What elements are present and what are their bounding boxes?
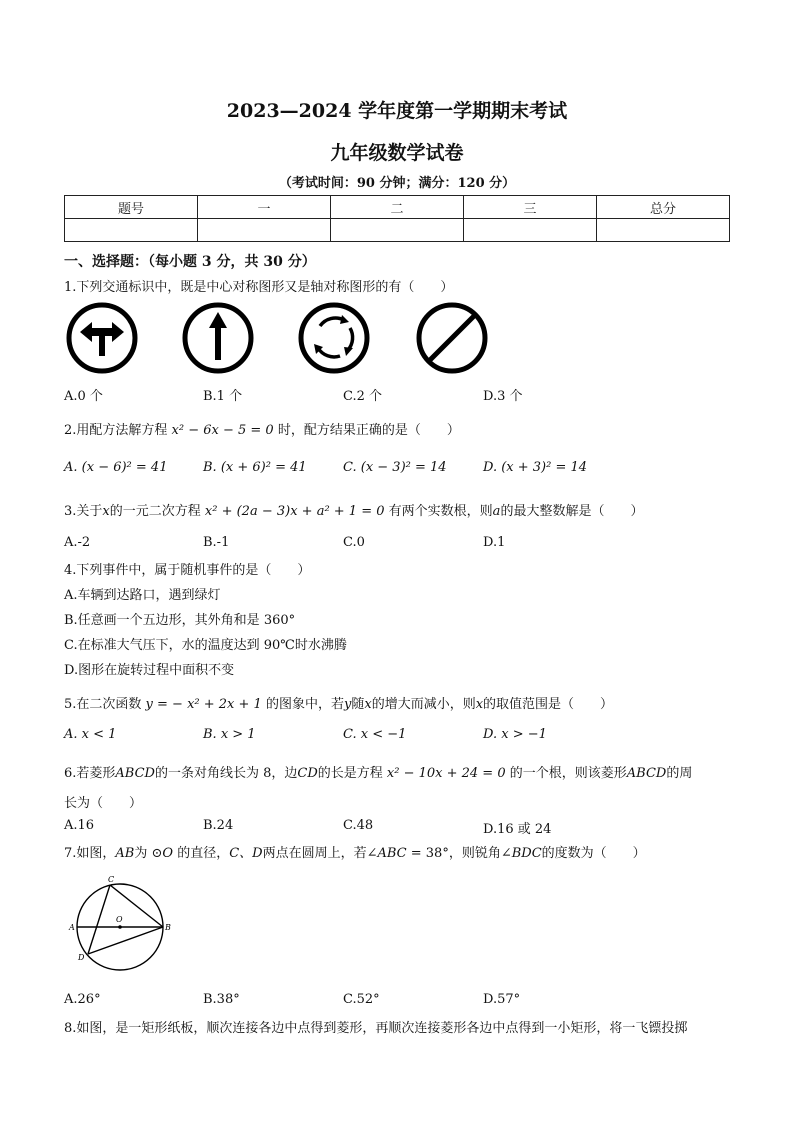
q2-equation: x² − 6x − 5 = 0 — [171, 423, 274, 438]
label-c: C — [108, 875, 115, 884]
q7-stem-a: 7.如图， — [64, 846, 116, 861]
q3-stem-b: 的一元二次方程 — [109, 504, 201, 519]
q3-option-b[interactable]: B.-1 — [203, 535, 230, 550]
question-6-stem-line1 — [64, 762, 692, 781]
exam-subtitle: 九年级数学试卷 — [330, 142, 464, 164]
q6-line1-b: 的一条对角线长为 8，边 — [154, 766, 298, 781]
question-5-stem — [64, 693, 613, 712]
q2-option-c[interactable]: C. (x − 3)² = 14 — [343, 460, 447, 475]
q5-var-y: y — [343, 697, 352, 712]
q7-option-a[interactable]: A.26° — [64, 992, 101, 1007]
q3-var-x: x — [102, 504, 110, 519]
question-8-stem: 8.如图，是一矩形纸板，顺次连接各边中点得到菱形，再顺次连接菱形各边中点得到一小矩形，将一飞镖投掷 — [64, 1021, 688, 1036]
q3-option-d[interactable]: D.1 — [483, 535, 506, 550]
section-heading: 一、选择题：（每小题 3 分，共 30 分） — [64, 254, 316, 270]
q5-stem-c: 随 — [351, 697, 365, 712]
q5-stem-a: 5.在二次函数 — [64, 697, 142, 712]
q3-stem-d: 的最大整数解是（ ） — [500, 504, 644, 519]
roundabout-sign-icon — [296, 300, 372, 376]
q5-option-b[interactable]: B. x > 1 — [203, 727, 256, 742]
score-header-cell: 二 — [331, 196, 464, 219]
score-header-cell: 一 — [198, 196, 331, 219]
score-cell[interactable] — [464, 219, 597, 242]
q5-option-d[interactable]: D. x > −1 — [483, 727, 547, 742]
q6-equation: x² − 10x + 24 = 0 — [386, 766, 506, 781]
q6-option-c[interactable]: C.48 — [343, 818, 374, 833]
q7-bdc: BDC — [511, 846, 542, 861]
q7-o: O — [162, 846, 174, 861]
exam-title: 2023—2024 学年度第一学期期末考试 — [226, 100, 568, 122]
q6-cd: CD — [297, 766, 318, 781]
straight-arrow-sign-icon — [180, 300, 256, 376]
q7-stem-c: 的直径， — [173, 846, 230, 861]
circle-geometry-figure — [66, 872, 178, 976]
score-cell[interactable] — [65, 219, 198, 242]
q7-option-d[interactable]: D.57° — [483, 992, 521, 1007]
q6-abcd-2: ABCD — [626, 766, 667, 781]
q4-option-c[interactable]: C.在标准大气压下，水的温度达到 90℃时水沸腾 — [64, 638, 347, 653]
chord-db — [88, 927, 163, 954]
q5-option-c[interactable]: C. x < −1 — [343, 727, 407, 742]
q2-stem-a: 2.用配方法解方程 — [64, 423, 168, 438]
label-d: D — [78, 953, 85, 962]
question-7-stem — [64, 842, 646, 861]
score-table-blank-row — [65, 219, 730, 242]
q7-ab: AB — [115, 846, 135, 861]
q2-option-b[interactable]: B. (x + 6)² = 41 — [203, 460, 307, 475]
q6-option-b[interactable]: B.24 — [203, 818, 234, 833]
score-header-cell: 三 — [464, 196, 597, 219]
q2-option-a[interactable]: A. (x − 6)² = 41 — [64, 460, 168, 475]
q2-stem-b: 时，配方结果正确的是（ ） — [277, 423, 460, 438]
question-3-stem — [64, 500, 643, 519]
center-dot — [118, 925, 122, 929]
q6-option-a[interactable]: A.16 — [64, 818, 95, 833]
q5-var-x2: x — [475, 697, 484, 712]
q6-option-d[interactable]: D.16 或 24 — [483, 822, 552, 837]
question-1-stem: 1.下列交通标识中，既是中心对称图形又是轴对称图形的有（ ） — [64, 280, 454, 295]
q2-option-d[interactable]: D. (x + 3)² = 14 — [483, 460, 588, 475]
q3-option-a[interactable]: A.-2 — [64, 535, 91, 550]
question-6-stem-line2: 长为（ ） — [64, 796, 143, 811]
q7-stem-e: = 38°，则锐角∠ — [406, 846, 512, 861]
score-table — [64, 195, 730, 242]
q7-stem-d: 两点在圆周上，若∠ — [262, 846, 378, 861]
q1-option-b[interactable]: B.1 个 — [203, 389, 243, 404]
q6-line1-c: 的长是方程 — [317, 766, 383, 781]
score-cell[interactable] — [331, 219, 464, 242]
q6-line1-a: 6.若菱形 — [64, 766, 116, 781]
score-header-cell: 题号 — [65, 196, 198, 219]
q1-option-d[interactable]: D.3 个 — [483, 389, 523, 404]
q3-stem-c: 有两个实数根，则 — [388, 504, 493, 519]
exam-info: （考试时间：90 分钟；满分：120 分） — [278, 176, 516, 191]
q1-option-c[interactable]: C.2 个 — [343, 389, 383, 404]
no-entry-slash-sign-icon — [414, 300, 490, 376]
q5-stem-e: 的取值范围是（ ） — [483, 697, 614, 712]
label-o: O — [116, 915, 123, 924]
score-header-cell: 总分 — [597, 196, 730, 219]
question-2-stem — [64, 419, 460, 438]
q7-option-c[interactable]: C.52° — [343, 992, 380, 1007]
question-4-stem: 4.下列事件中，属于随机事件的是（ ） — [64, 563, 311, 578]
q6-line1-e: 的周 — [666, 766, 693, 781]
q6-abcd: ABCD — [115, 766, 155, 781]
turn-left-right-sign-icon — [64, 300, 140, 376]
q7-stem-f: 的度数为（ ） — [541, 846, 646, 861]
q6-line1-d: 的一个根，则该菱形 — [509, 766, 627, 781]
label-a: A — [69, 923, 75, 932]
score-cell[interactable] — [597, 219, 730, 242]
q7-cd: C、D — [229, 846, 263, 861]
q4-option-d[interactable]: D.图形在旋转过程中面积不变 — [64, 663, 235, 678]
label-b: B — [165, 923, 171, 932]
q3-stem-a: 3.关于 — [64, 504, 103, 519]
q5-equation: y = − x² + 2x + 1 — [145, 697, 262, 712]
score-cell[interactable] — [198, 219, 331, 242]
q4-option-a[interactable]: A.车辆到达路口，遇到绿灯 — [64, 588, 221, 603]
score-table-header-row — [65, 196, 730, 219]
q3-equation: x² + (2a − 3)x + a² + 1 = 0 — [204, 504, 385, 519]
q5-option-a[interactable]: A. x < 1 — [64, 727, 117, 742]
q1-option-a[interactable]: A.0 个 — [64, 389, 103, 404]
q5-var-x: x — [364, 697, 372, 712]
q7-option-b[interactable]: B.38° — [203, 992, 240, 1007]
q5-stem-d: 的增大而减小，则 — [371, 697, 476, 712]
q7-stem-b: 为 ⊙ — [134, 846, 163, 861]
q5-stem-b: 的图象中，若 — [265, 697, 344, 712]
q3-var-a: a — [492, 504, 501, 519]
q7-abc: ABC — [377, 846, 407, 861]
q3-option-c[interactable]: C.0 — [343, 535, 365, 550]
q4-option-b[interactable]: B.任意画一个五边形，其外角和是 360° — [64, 613, 296, 628]
